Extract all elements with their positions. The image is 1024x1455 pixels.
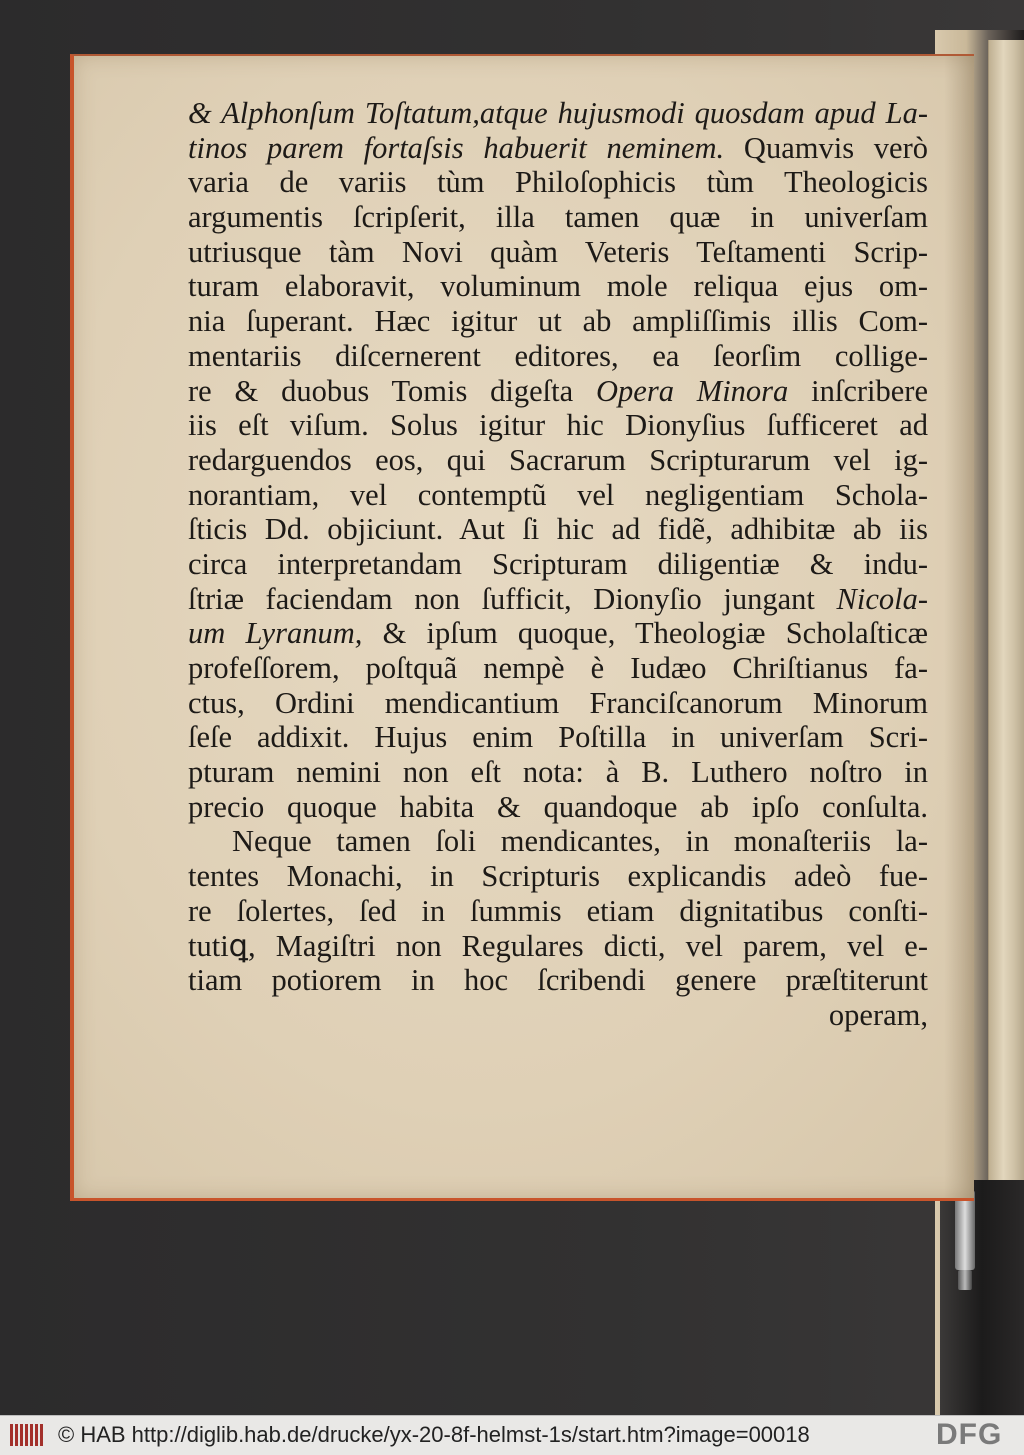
clasp-icon [955,1190,975,1270]
page-text [188,96,928,1033]
barcode-icon [10,1424,44,1446]
body-text: inſcribere [788,373,928,408]
body-text: ctus, Ordini mendicantium Franciſcanorum Minorum [188,685,928,720]
text-line [188,339,928,374]
body-text: argumentis ſcripſerit, illa tamen quæ in univerſam [188,200,928,235]
text-line [188,998,928,1033]
text-line [188,96,928,131]
footer-bar [0,1415,1024,1455]
body-text: redarguendos eos, qui Sacrarum Scripturarum vel ig- [188,442,928,477]
page-gutter-shadow [944,56,974,1198]
text-line [188,200,928,235]
body-text: ſeſe addixit. Hujus enim Poſtilla in univerſam Scri- [188,720,928,755]
italic-text: um Lyranum, [188,616,363,651]
body-text: iis eſt viſum. Solus igitur hic Dionyſius ſufficeret ad [188,408,928,443]
body-text: operam, [828,997,928,1032]
text-line [188,547,928,582]
body-text: varia de variis tùm Philoſophicis tùm Theologicis [188,165,928,200]
text-line [188,269,928,304]
body-text: & ipſum quoque, Theologiæ Scholaſticæ [362,616,929,651]
body-text: re ſolertes, ſed in ſummis etiam dignitatibus conſti- [188,893,928,928]
body-text: tutiꝗ, Magiſtri non Regulares dicti, vel parem, vel e- [188,928,928,963]
italic-text: Nicola- [836,581,928,616]
text-line [188,304,928,339]
text-line [188,859,928,894]
text-line [188,616,928,651]
text-line [188,443,928,478]
body-text: tiam potiorem in hoc ſcribendi genere præſtiterunt [188,963,928,998]
book-edge-pages [988,40,1024,1180]
text-line [188,512,928,547]
text-line [188,686,928,721]
italic-text: & Alphonſum Toſtatum,atque hujusmodi quosdam apud La- [188,96,928,130]
text-line [188,582,928,617]
text-line [188,790,928,825]
body-text: ſticis Dd. objiciunt. Aut ſi hic ad fidẽ, adhibitæ ab iis [188,512,928,547]
body-text: nia ſuperant. Hæc igitur ut ab ampliſſimis illis Com- [188,304,928,339]
text-line [188,131,928,166]
text-line [188,894,928,929]
text-line [188,478,928,513]
text-line [188,165,928,200]
text-line [188,755,928,790]
body-text: re & duobus Tomis digeſta [188,373,597,408]
text-line [188,929,928,964]
copyright-url[interactable]: © HAB http://diglib.hab.de/drucke/yx-20-8f-helmst-1s/start.htm?image=00018 [58,1422,810,1447]
body-text: Quamvis verò [724,130,929,165]
book-cover-edge [940,1180,1024,1415]
italic-text: tinos parem fortaſsis habuerit neminem. [188,130,725,165]
text-line [188,374,928,409]
body-text: profeſſorem, poſtquã nempè è Iudæo Chriſtianus fa- [188,651,928,685]
text-line [188,963,928,998]
clasp-tip-icon [958,1270,972,1290]
italic-text: Opera Minora [596,373,789,408]
text-line [188,824,928,859]
body-text: mentariis diſcernerent editores, ea ſeorſim collige- [188,338,928,373]
body-text: ſtriæ faciendam non ſufficit, Dionyſio jungant [188,581,837,616]
body-text: tentes Monachi, in Scripturis explicandis adeò fue- [188,859,928,894]
body-text: norantiam, vel contemptũ vel negligentiam Schola- [188,477,928,512]
body-text: pturam nemini non eſt nota: à B. Luthero noſtro in [188,755,928,790]
body-text: turam elaboravit, voluminum mole reliqua ejus om- [188,269,928,304]
dfg-logo: DFG [936,1418,1003,1451]
text-line [188,408,928,443]
body-text: utriusque tàm Novi quàm Veteris Teſtamenti Scrip- [188,234,928,269]
body-text: Neque tamen ſoli mendicantes, in monaſteriis la- [232,824,928,859]
text-line [188,651,928,686]
text-line [188,720,928,755]
body-text: precio quoque habita & quandoque ab ipſo conſulta. [188,789,928,824]
body-text: circa interpretandam Scripturam diligentiæ & indu- [188,546,928,581]
text-line [188,235,928,270]
